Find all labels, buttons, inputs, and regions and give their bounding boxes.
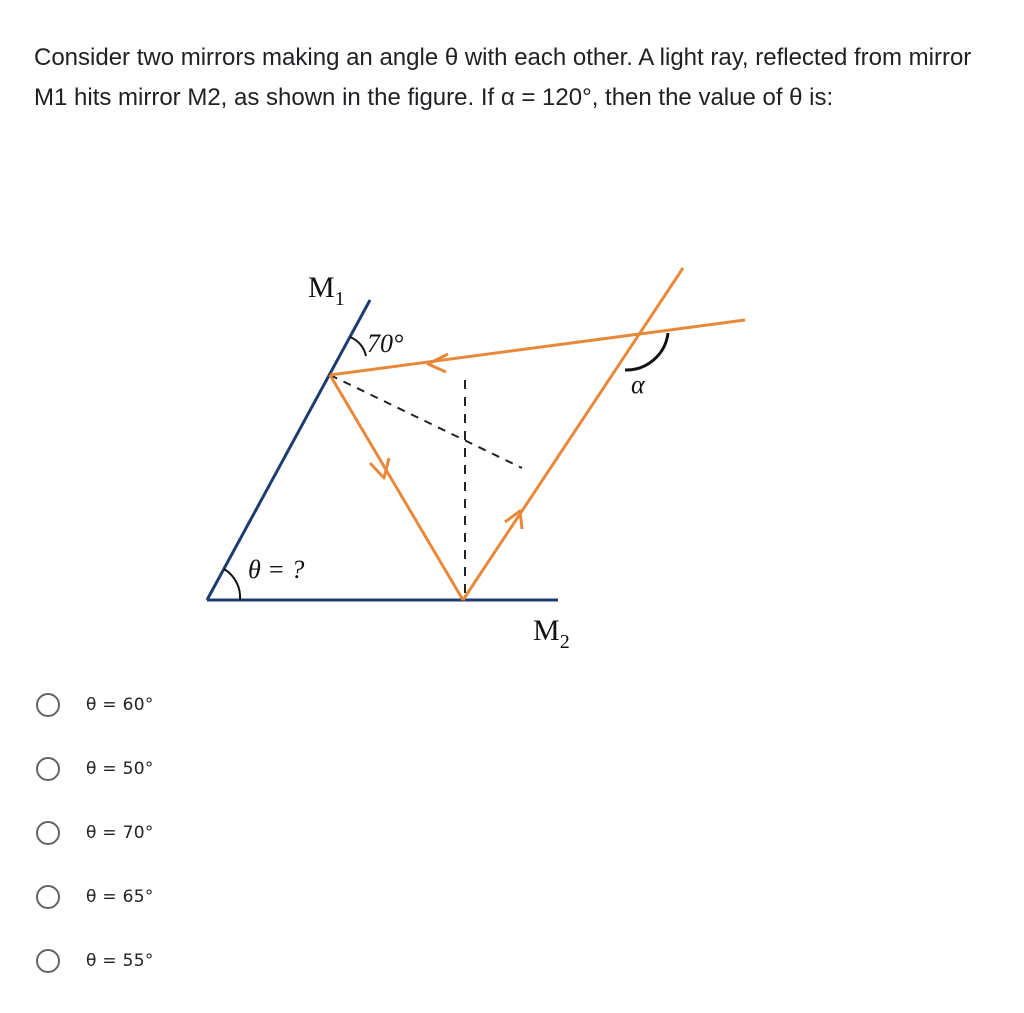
option-label: θ = 60° [86,695,154,715]
arrow-head-incident [428,354,448,372]
angle-70-arc [350,337,366,356]
ray-reflected-m2 [463,268,683,600]
label-angle-70: 70° [367,329,404,358]
label-alpha: α [631,370,645,399]
theta-arc [224,569,240,600]
option-3[interactable] [34,801,154,865]
option-4[interactable] [34,865,154,929]
answer-options [34,673,154,993]
radio-button[interactable] [36,821,60,845]
radio-button[interactable] [36,693,60,717]
question-text: Consider two mirrors making an angle θ with each other. A light ray, reflected from mirror M1 hits mirror M2, as shown in the figure. If α = 120°, then the value of θ is: [34,44,972,111]
label-m1: $M_1$ [308,271,345,310]
ray-reflected-m1 [330,375,463,600]
radio-button[interactable] [36,885,60,909]
option-label: θ = 55° [86,951,154,971]
option-5[interactable] [34,929,154,993]
option-1[interactable] [34,673,154,737]
option-label: θ = 65° [86,887,154,907]
option-label: θ = 70° [86,823,154,843]
option-label: θ = 50° [86,759,154,779]
radio-button[interactable] [36,757,60,781]
label-theta: θ = ? [248,555,305,584]
alpha-arc [625,333,668,370]
option-2[interactable] [34,737,154,801]
radio-button[interactable] [36,949,60,973]
label-m2: $M_2$ [533,614,570,653]
